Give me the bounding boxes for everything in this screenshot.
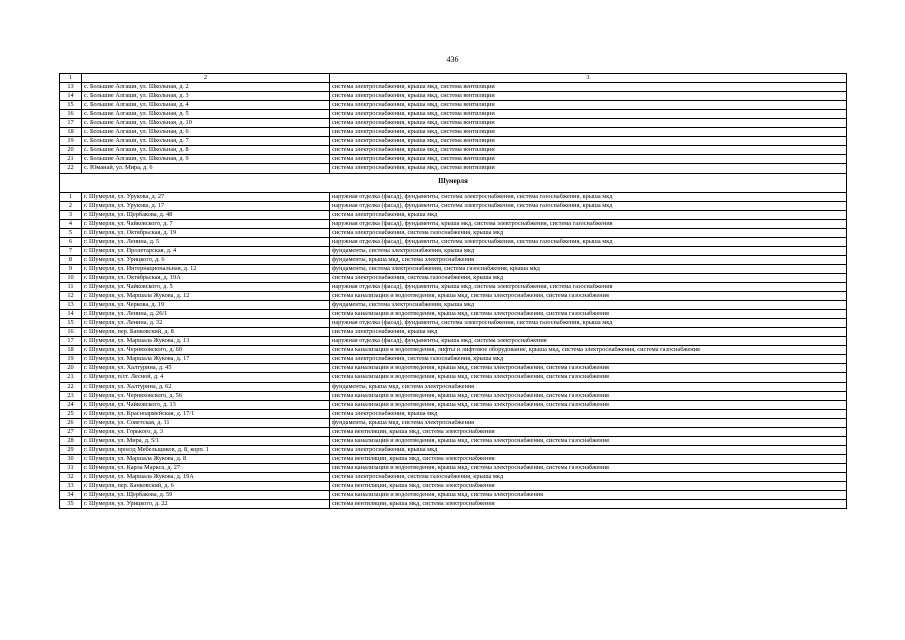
row-number: 1 [60,192,82,201]
row-address: г. Шумерля, ул. Черняховского, д. 56 [82,391,330,400]
row-works: наружная отделка (фасад), фундаменты, крыша мкд, система электроснабжения, система газоснабжения [330,282,847,291]
row-number: 31 [60,463,82,472]
row-number: 16 [60,110,82,119]
row-address: г. Шумерля, ул. Октябрьская, д. 19 [82,228,330,237]
row-number: 19 [60,137,82,146]
table-row [60,500,847,509]
row-number: 17 [60,119,82,128]
header-col-3: 3 [330,74,847,83]
row-address: г. Шумерля, ул. Маршала Жукова, д. 12 [82,292,330,301]
row-address: с. Большие Алгаши, ул. Школьная, д. 5 [82,110,330,119]
row-address: с. Большие Алгаши, ул. Школьная, д. 7 [82,137,330,146]
row-works: система канализации и водоотведения, крыша мкд, система электроснабжения, система газоснабжения [330,463,847,472]
row-works: система вентиляции, крыша мкд, система электроснабжения [330,427,847,436]
table-row [60,255,847,264]
row-address: с. Большие Алгаши, ул. Школьная, д. 2 [82,83,330,92]
table-row [60,164,847,173]
row-works: система электроснабжения, крыша мкд, система вентиляции [330,119,847,128]
table-row [60,201,847,210]
row-address: г. Шумерля, ул. Халтурина, д. 62 [82,382,330,391]
row-address: г. Шумерля, ул. Щербакова, д. 48 [82,210,330,219]
row-address: г. Шумерля, ул. Ленина, д. 5 [82,237,330,246]
row-works: наружная отделка (фасад), фундаменты, система электроснабжения, система газоснабжения, крыша мкд [330,201,847,210]
row-number: 34 [60,491,82,500]
row-works: система электроснабжения, крыша мкд [330,210,847,219]
row-address: г. Шумерля, ул. Ленина, д. 32 [82,319,330,328]
row-works: система электроснабжения, крыша мкд, система вентиляции [330,128,847,137]
row-address: г. Шумерля, ул. Урукова, д. 17 [82,201,330,210]
row-address: г. Шумерля, ул. Чайковского, д. 7 [82,219,330,228]
table-header-row [60,74,847,83]
row-works: система электроснабжения, крыша мкд, система вентиляции [330,146,847,155]
row-number: 28 [60,436,82,445]
row-address: г. Шумерля, ул. Маршала Жукова, д. 19А [82,472,330,481]
row-number: 10 [60,273,82,282]
row-works: наружная отделка (фасад), фундаменты, система электроснабжения, система газоснабжения, крыша мкд [330,192,847,201]
table-row [60,454,847,463]
row-number: 15 [60,101,82,110]
row-address: г. Шумерля, ул. Черкова, д. 19 [82,301,330,310]
row-number: 19 [60,355,82,364]
row-works: фундаменты, крыша мкд, система электроснабжения [330,255,847,264]
table-row [60,463,847,472]
row-works: система электроснабжения, крыша мкд, система вентиляции [330,92,847,101]
row-works: наружная отделка (фасад), фундаменты, крыша мкд, система электроснабжения, система газоснабжения [330,219,847,228]
table-row [60,445,847,454]
section-row [60,173,847,192]
row-address: с. Большие Алгаши, ул. Школьная, д. 6 [82,128,330,137]
row-number: 16 [60,328,82,337]
row-number: 33 [60,482,82,491]
row-address: с. Большие Алгаши, ул. Школьная, д. 3 [82,92,330,101]
row-works: система вентиляции, крыша мкд, система электроснабжения [330,500,847,509]
row-works: фундаменты, система электроснабжения, крыша мкд [330,301,847,310]
table-body [60,74,847,509]
table-row [60,391,847,400]
row-address: г. Шумерля, ул. Красноармейская, д. 17/1 [82,409,330,418]
table-row [60,310,847,319]
table-row [60,246,847,255]
row-number: 13 [60,83,82,92]
row-works: фундаменты, система электроснабжения, крыша мкд [330,246,847,255]
table-row [60,273,847,282]
row-number: 21 [60,373,82,382]
row-number: 20 [60,146,82,155]
row-number: 23 [60,391,82,400]
table-row [60,146,847,155]
row-number: 6 [60,237,82,246]
table-row [60,427,847,436]
table-row [60,319,847,328]
table-row [60,128,847,137]
row-number: 24 [60,400,82,409]
row-works: наружная отделка (фасад), фундаменты, крыша мкд, система электроснабжения [330,337,847,346]
row-address: г. Шумерля, ул. Урицкого, д. 22 [82,500,330,509]
row-address: г. Шумерля, ул. Чайковского, д. 5 [82,282,330,291]
row-address: г. Шумерля, ул. Пролетарская, д. 4 [82,246,330,255]
row-address: г. Шумерля, пер. Банковский, д. 8 [82,328,330,337]
table-row [60,92,847,101]
row-works: фундаменты, крыша мкд, система электроснабжения [330,418,847,427]
row-address: г. Шумерля, ул. Горького, д. 3 [82,427,330,436]
row-address: г. Шумерля, проезд Мебельщиков, д. 8, корп. 1 [82,445,330,454]
table-row [60,328,847,337]
row-number: 15 [60,319,82,328]
row-works: система электроснабжения, крыша мкд [330,445,847,454]
row-number: 2 [60,201,82,210]
row-address: г. Шумерля, ул. Урукова, д. 27 [82,192,330,201]
row-address: г. Шумерля, ул. Щербакова, д. 59 [82,491,330,500]
header-col-1: 1 [60,74,82,83]
table-row [60,409,847,418]
table-row [60,491,847,500]
row-works: система электроснабжения, система газоснабжения, крыша мкд [330,273,847,282]
row-number: 27 [60,427,82,436]
row-address: с. Большие Алгаши, ул. Школьная, д. 8 [82,146,330,155]
table-row [60,337,847,346]
row-address: г. Шумерля, ул. Маршала Жукова, д. 8 [82,454,330,463]
row-address: г. Шумерля, ул. Ленина, д. 26/1 [82,310,330,319]
table-row [60,436,847,445]
row-works: система электроснабжения, система газоснабжения, крыша мкд [330,472,847,481]
table-row [60,364,847,373]
row-works: система электроснабжения, крыша мкд, система вентиляции [330,137,847,146]
row-address: г. Шумерля, ул. Черняховского, д. 60 [82,346,330,355]
row-works: система электроснабжения, крыша мкд, система вентиляции [330,155,847,164]
row-number: 5 [60,228,82,237]
table-row [60,110,847,119]
row-address: г. Шумерля, ул. Мира, д. 5/1 [82,436,330,445]
row-address: г. Шумерля, ул. Карла Маркса, д. 27 [82,463,330,472]
table-row [60,373,847,382]
row-number: 22 [60,382,82,391]
row-works: наружная отделка (фасад), фундаменты, система электроснабжения, система газоснабжения, крыша мкд [330,319,847,328]
row-works: фундаменты, крыша мкд, система электроснабжения [330,382,847,391]
row-address: г. Шумерля, ул. Чайковского, д. 13 [82,400,330,409]
row-number: 26 [60,418,82,427]
table-row [60,101,847,110]
row-works: система канализации и водоотведения, крыша мкд, система электроснабжения, система газоснабжения [330,391,847,400]
row-address: г. Шумерля, ул. Октябрьская, д. 19А [82,273,330,282]
table-row [60,282,847,291]
row-number: 4 [60,219,82,228]
table-row [60,472,847,481]
section-title: Шумерля [60,173,847,192]
row-address: г. Шумерля, ул. Интернациональная, д. 12 [82,264,330,273]
row-works: система вентиляции, крыша мкд, система электроснабжения [330,482,847,491]
row-works: система электроснабжения, система газоснабжения, крыша мкд [330,228,847,237]
row-number: 18 [60,346,82,355]
row-number: 35 [60,500,82,509]
table-row [60,301,847,310]
row-number: 13 [60,301,82,310]
row-number: 14 [60,310,82,319]
table-row [60,210,847,219]
row-number: 11 [60,282,82,291]
row-address: г. Шумерля, п/ст. Лесной, д. 4 [82,373,330,382]
row-works: система вентиляции, крыша мкд, система электроснабжения [330,454,847,463]
row-works: наружная отделка (фасад), фундаменты, система электроснабжения, система газоснабжения, крыша мкд [330,237,847,246]
table-row [60,83,847,92]
row-number: 18 [60,128,82,137]
row-works: система канализации и водоотведения, крыша мкд, система электроснабжения, система газоснабжения [330,400,847,409]
row-works: система канализации и водоотведения, крыша мкд, система электроснабжения, система газоснабжения [330,373,847,382]
table-row [60,292,847,301]
row-number: 7 [60,246,82,255]
row-works: система электроснабжения, крыша мкд, система вентиляции [330,101,847,110]
row-number: 22 [60,164,82,173]
row-address: с. Большие Алгаши, ул. Школьная, д. 9 [82,155,330,164]
row-address: г. Шумерля, ул. Урицкого, д. 6 [82,255,330,264]
row-address: с. Юманай, ул. Мира, д. 6 [82,164,330,173]
table-row [60,400,847,409]
row-number: 8 [60,255,82,264]
row-works: система электроснабжения, крыша мкд, система вентиляции [330,164,847,173]
table-row [60,219,847,228]
row-number: 20 [60,364,82,373]
row-works: система электроснабжения, крыша мкд [330,328,847,337]
table-row [60,119,847,128]
row-number: 21 [60,155,82,164]
row-works: система электроснабжения, крыша мкд [330,409,847,418]
table-row [60,264,847,273]
row-works: система электроснабжения, крыша мкд, система вентиляции [330,83,847,92]
row-number: 30 [60,454,82,463]
row-number: 29 [60,445,82,454]
row-number: 25 [60,409,82,418]
table-row [60,355,847,364]
row-number: 14 [60,92,82,101]
row-works: система канализации и водоотведения, крыша мкд, система электроснабжения, система газоснабжения [330,364,847,373]
table-row [60,228,847,237]
row-works: фундаменты, система электроснабжения, система газоснабжения, крыша мкд [330,264,847,273]
row-number: 9 [60,264,82,273]
page-number: 436 [446,55,459,64]
header-col-2: 2 [82,74,330,83]
table-row [60,192,847,201]
row-address: с. Большие Алгаши, ул. Школьная, д. 4 [82,101,330,110]
row-address: г. Шумерля, ул. Маршала Жукова, д. 13 [82,337,330,346]
table-row [60,137,847,146]
row-works: система электроснабжения, крыша мкд, система вентиляции [330,110,847,119]
row-works: система канализации и водоотведения, крыша мкд, система электроснабжения [330,491,847,500]
row-works: система канализации и водоотведения, крыша мкд, система электроснабжения, система газоснабжения [330,310,847,319]
row-number: 3 [60,210,82,219]
table-row [60,418,847,427]
row-works: система канализации и водоотведения, крыша мкд, система электроснабжения, система газоснабжения [330,292,847,301]
row-address: г. Шумерля, ул. Советская, д. 11 [82,418,330,427]
row-works: система канализации и водоотведения, лифты и лифтовое оборудование, крыша мкд, система электроснабжения, система газоснабжения [330,346,847,355]
row-address: г. Шумерля, пер. Банковский, д. 6 [82,482,330,491]
row-address: г. Шумерля, ул. Маршала Жукова, д. 17 [82,355,330,364]
table-row [60,382,847,391]
row-works: система электроснабжения, система газоснабжения, крыша мкд [330,355,847,364]
repair-works-table [59,73,847,509]
row-number: 32 [60,472,82,481]
table-row [60,155,847,164]
row-works: система канализации и водоотведения, крыша мкд, система электроснабжения, система газоснабжения [330,436,847,445]
row-address: г. Шумерля, ул. Халтурина, д. 45 [82,364,330,373]
table-row [60,237,847,246]
row-address: с. Большие Алгаши, ул. Школьная, д. 10 [82,119,330,128]
row-number: 12 [60,292,82,301]
row-number: 17 [60,337,82,346]
table-row [60,346,847,355]
table-row [60,482,847,491]
